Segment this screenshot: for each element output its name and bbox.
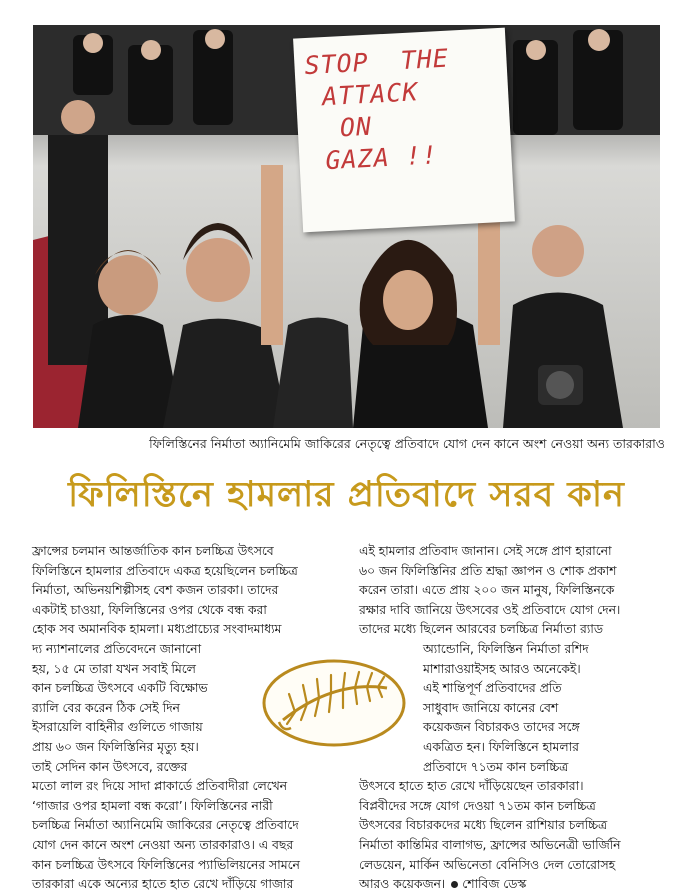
text-line: সাধুবাদ জানিয়ে কানের বেশ [423,700,559,715]
text-line: লেডয়েন, মার্কিন অভিনেতা বেনিসিও দেল তোরোসহ [359,857,616,872]
text-line: তাদের মধ্যে ছিলেন আরবের চলচ্চিত্র নির্মাতা র‍্যাড [359,622,603,637]
text-line: ফিলিস্তিনে হামলার প্রতিবাদে একত্র হয়েছিলেন চলচ্চিত্র [32,563,298,578]
text-line: হোক সব অমানবিক হামলা। মধ্যপ্রাচ্যের সংবাদমাধ্যম [32,622,282,637]
text-line: মাশারাওয়াইসহ আরও অনেকেই। [423,661,581,676]
text-line: রক্ষার দাবি জানিয়ে উৎসবের ওই প্রতিবাদে যোগ দেন। [359,602,621,617]
text-line: একত্রিত হন। ফিলিস্তিনে হামলার [423,739,579,754]
text-line: কান চলচ্চিত্র উৎসবে একটি বিক্ষোভ [32,681,208,696]
text-line: ‘গাজার ওপর হামলা বন্ধ করো’। ফিলিস্তিনের নারী [32,798,273,813]
bullet-icon [451,881,458,888]
text-line: দ্য ন্যাশনালের প্রতিবেদনে জানানো [32,641,202,656]
byline: শোবিজ ডেস্ক [462,877,527,892]
news-photo [33,25,660,428]
text-line: এই হামলার প্রতিবাদ জানান। সেই সঙ্গে প্রাণ হারানো [359,544,612,558]
text-line: উৎসবে হাতে হাত রেখে দাঁড়িয়েছেন তারকারা। [359,779,584,794]
text-line: হয়, ১৫ মে তারা যখন সবাই মিলে [32,661,196,676]
palme-dor-emblem [261,658,407,748]
text-line: এই শান্তিপূর্ণ প্রতিবাদের প্রতি [423,681,562,696]
text-line: ফ্রান্সের চলমান আন্তর্জাতিক কান চলচ্চিত্র উৎসবে [32,544,274,558]
text-line-last [359,875,671,895]
text-line: বিপ্লবীদের সঙ্গে যোগ দেওয়া ৭১তম কান চলচ্চিত্র [359,798,596,813]
text-line: কয়েকজন বিচারকও তাদের সঙ্গে [423,720,580,735]
text-line: একটাই চাওয়া, ফিলিস্তিনের ওপর থেকে বন্ধ করা [32,602,267,617]
headline: ফিলিস্তিনে হামলার প্রতিবাদে সরব কান [68,475,625,515]
palm-leaf-icon [261,658,407,748]
text-line: চলচ্চিত্র নির্মাতা অ্যানিমেমি জাকিরের নেতৃত্বে প্রতিবাদে [32,818,299,833]
text-line: প্রায় ৬০ জন ফিলিস্তিনির মৃত্যু হয়। [32,739,199,754]
text-line: নির্মাতা, অভিনয়শিল্পীসহ বেশ কজন তারকা। তাদের [32,583,279,598]
text-line: করেন তারা। এতে প্রায় ২০০ জন মানুষ, ফিলিস্তিনকে [359,583,615,598]
photo-caption: ফিলিস্তিনের নির্মাতা অ্যানিমেমি জাকিরের নেতৃত্বে প্রতিবাদে যোগ দেন কানে অংশ নেওয়া অন্য তারকারাও [149,436,665,451]
text-line: অ্যান্ডোনি, ফিলিস্তিন নির্মাতা রশিদ [423,641,589,656]
text-line: কান চলচ্চিত্র উৎসবে ফিলিস্তিনের প্যাভিলিয়নের সামনে [32,857,300,872]
text-line: ইসরায়েলি বাহিনীর গুলিতে গাজায় [32,720,203,735]
text-line: তারকারা একে অন্যের হাতে হাত রেখে দাঁড়িয়ে গাজার [32,877,294,892]
text-line: উৎসবের বিচারকদের মধ্যে ছিলেন রাশিয়ার চলচ্চিত্র [359,818,608,833]
text-line: মতো লাল রং দিয়ে সাদা প্লাকার্ডে প্রতিবাদীরা লেখেন [32,779,288,794]
text-line: নির্মাতা কান্তিমির বালাগভ, ফ্রান্সের অভিনেত্রী ভার্জিনি [359,837,621,852]
text-line: র‍্যালি বের করেন ঠিক সেই দিন [32,700,180,715]
text-line: প্রতিবাদে ৭১তম কান চলচ্চিত্র [423,759,569,774]
text-line: যোগ দেন কানে অংশ নেওয়া অন্য তারকারাও। এ বছর [32,837,294,852]
sign-text: STOP THE ATTACK ON GAZA !! [303,43,450,176]
text-line: ৬০ জন ফিলিস্তিনির প্রতি শ্রদ্ধা জ্ঞাপন ও শোক প্রকাশ [359,563,617,578]
text-line-end: আরও কয়েকজন। [359,877,446,892]
protest-sign [293,28,515,233]
text-line: তাই সেদিন কান উৎসবে, রক্তের [32,759,188,774]
